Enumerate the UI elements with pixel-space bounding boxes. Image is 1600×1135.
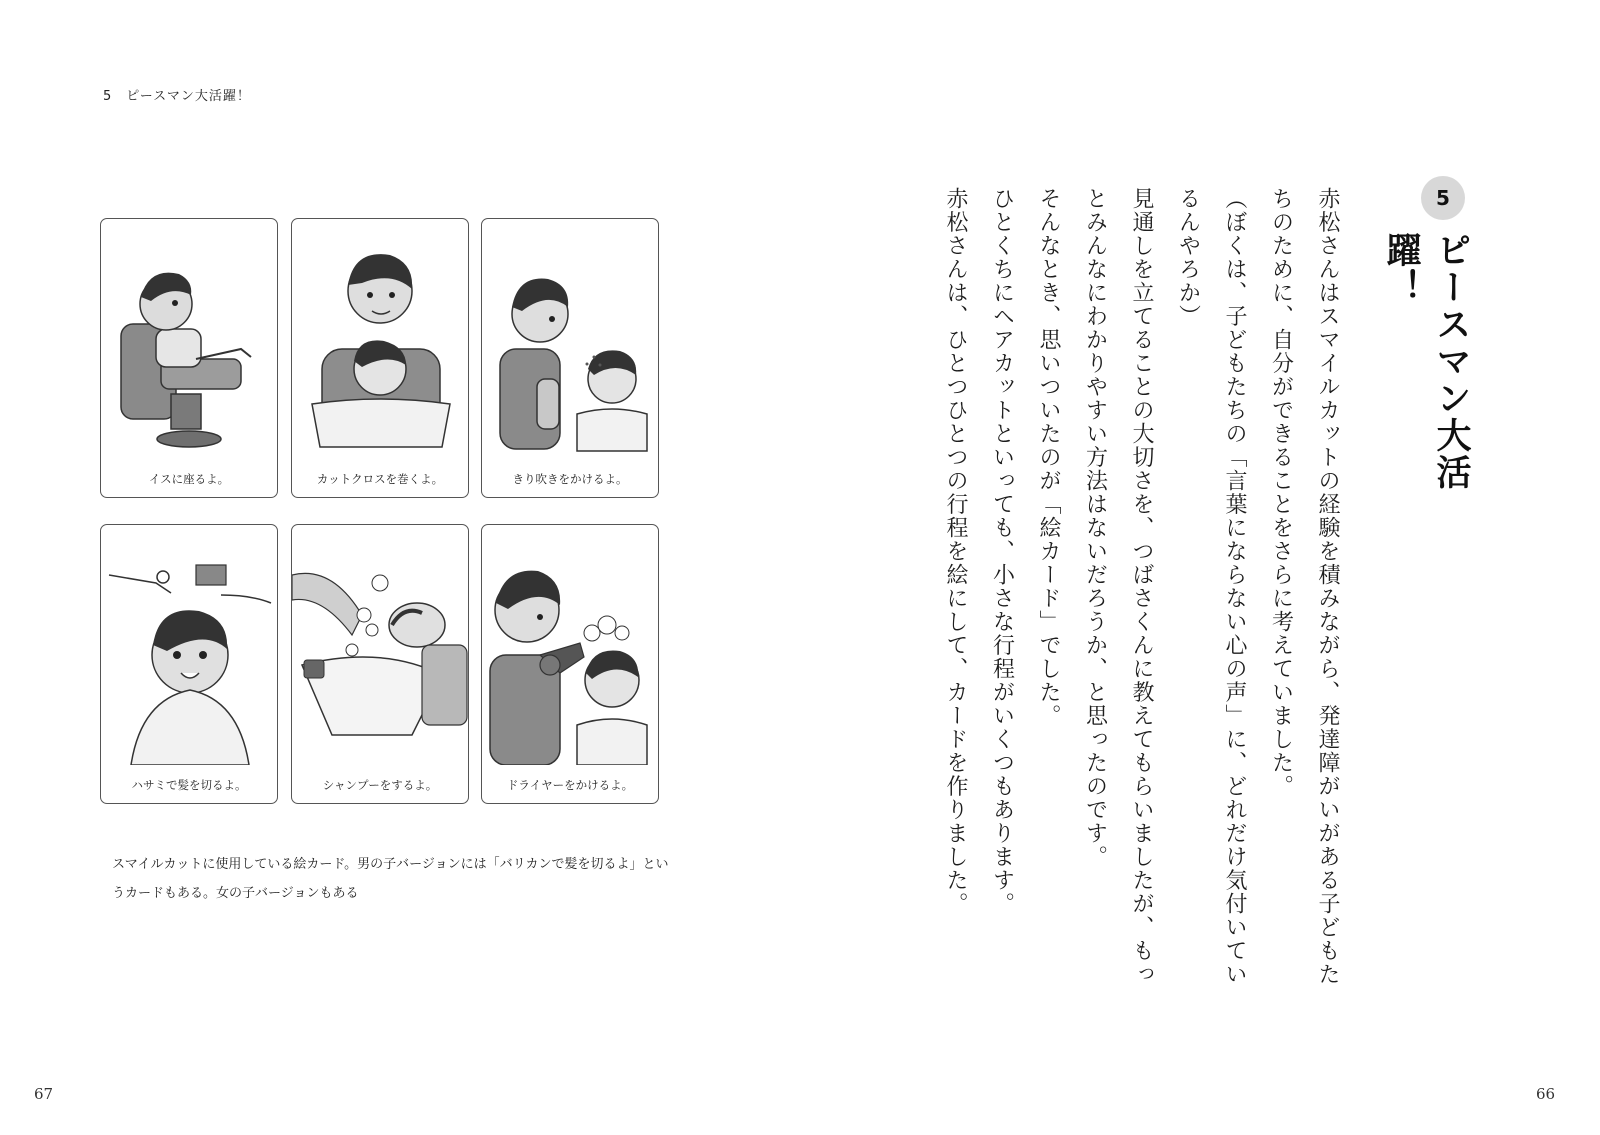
child-in-chair-illustration xyxy=(101,219,278,459)
page-number-left: 67 xyxy=(34,1085,54,1103)
shampoo-sink-illustration xyxy=(292,525,469,765)
body-paragraph: 赤松さんは、ひとつひとつの行程を絵にして、カードを作りました。 xyxy=(943,187,968,916)
card-caption: シャンプーをするよ。 xyxy=(322,778,438,792)
body-paragraph: そんなとき、思いついたのが「絵カード」でした。 xyxy=(1036,187,1061,728)
chapter-number-badge: 5 xyxy=(1421,176,1465,220)
running-header: 5 ピースマン大活躍！ xyxy=(103,89,251,104)
stylist-spraying-mist-illustration xyxy=(482,219,659,459)
picture-card-spray-mist xyxy=(481,218,659,498)
card-caption: ハサミで髪を切るよ。 xyxy=(131,778,247,792)
figure-caption: スマイルカットに使用している絵カード。男の子バージョンには「バリカンで髪を切るよ」というカードもある。女の子バージョンもある xyxy=(112,857,669,901)
chapter-title: ピースマン大活躍！ xyxy=(1381,232,1471,491)
child-hair-cutting-illustration xyxy=(101,525,278,765)
stylist-wrapping-cloth-illustration xyxy=(292,219,469,459)
card-caption: ドライヤーをかけるよ。 xyxy=(506,778,634,792)
card-caption: イスに座るよ。 xyxy=(148,472,230,486)
picture-card-sit-chair xyxy=(100,218,278,498)
body-paragraph: （ぼくは、子どもたちの「言葉にならない心の声」に、どれだけ気付いているんやろか） xyxy=(1175,187,1247,986)
picture-card-dryer xyxy=(481,524,659,804)
picture-card-shampoo xyxy=(291,524,469,804)
picture-card-cut-cloth xyxy=(291,218,469,498)
body-paragraph: 赤松さんはスマイルカットの経験を積みながら、発達障がいがある子どもたちのために、自分ができることをさらに考えていました。 xyxy=(1268,187,1340,986)
page-number-right: 66 xyxy=(1536,1085,1556,1103)
body-text xyxy=(930,187,1350,1007)
body-paragraph: ひとくちにヘアカットといっても、小さな行程がいくつもあります。 xyxy=(989,187,1015,916)
picture-card-cut-hair xyxy=(100,524,278,804)
stylist-drying-hair-illustration xyxy=(482,525,659,765)
card-caption: カットクロスを巻くよ。 xyxy=(316,472,444,486)
body-paragraph: 見通しを立てることの大切さを、つばさくんに教えてもらいましたが、もっとみんなにわかりやすい方法はないだろうか、と思ったのです。 xyxy=(1082,187,1154,986)
card-caption: きり吹きをかけるよ。 xyxy=(512,472,628,486)
